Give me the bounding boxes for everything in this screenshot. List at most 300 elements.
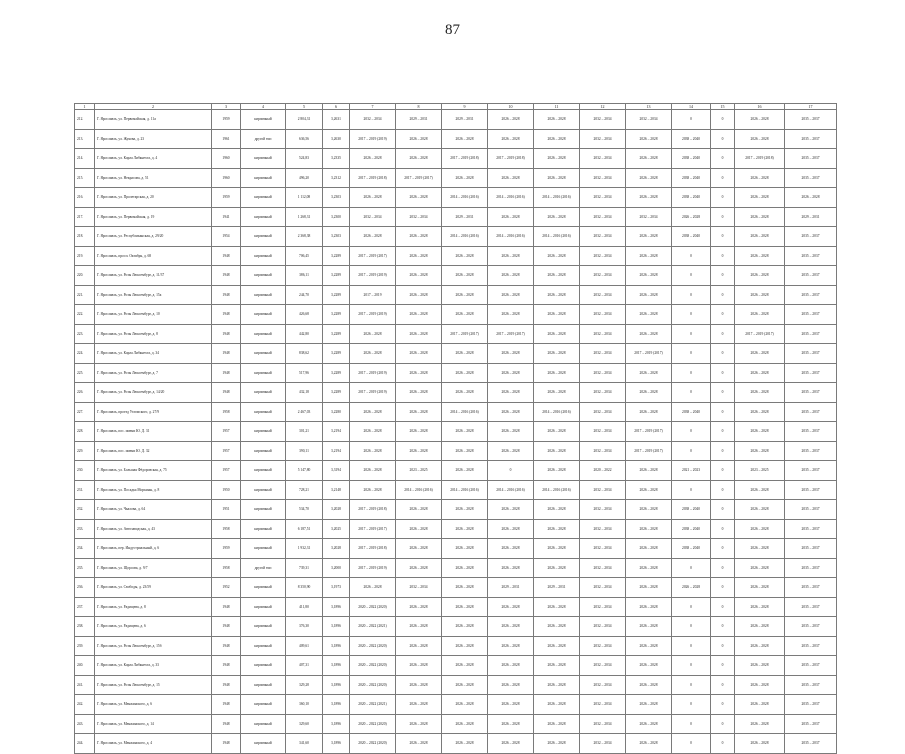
table-cell: 2026 – 2028: [626, 129, 672, 149]
table-cell: 2021 – 2023: [672, 461, 711, 481]
table-cell: 2032 – 2034: [580, 227, 626, 247]
table-cell: 0: [488, 461, 534, 481]
table-row: [75, 246, 837, 266]
table-cell: 2014 – 2016 (2016): [442, 480, 488, 500]
column-number-cell: 7: [350, 104, 396, 110]
table-cell: 2026 – 2028: [442, 636, 488, 656]
table-cell: 2026 – 2028: [534, 597, 580, 617]
table-cell: 3,2289: [323, 383, 350, 403]
table-cell: 496,20: [286, 168, 323, 188]
table-cell: 2017 – 2019 (2019): [350, 129, 396, 149]
table-cell: 2038 – 2040: [672, 129, 711, 149]
table-cell: 2026 – 2028: [488, 695, 534, 715]
table-cell: 376,30: [286, 617, 323, 637]
table-cell: 2026 – 2028: [626, 324, 672, 344]
table-cell: 0: [672, 714, 711, 734]
table-cell: 2032 – 2034: [580, 207, 626, 227]
table-cell: кирпичный: [241, 266, 286, 286]
table-cell: 2026 – 2028: [626, 246, 672, 266]
table-cell: 2020 – 2022 (2020): [350, 714, 396, 734]
row-number-cell: 212.: [75, 110, 95, 130]
table-cell: 2020 – 2022 (2020): [350, 675, 396, 695]
table-row: [75, 675, 837, 695]
table-cell: 2026 – 2028: [534, 558, 580, 578]
column-number-cell: 5: [286, 104, 323, 110]
table-cell: 2035 – 2037: [785, 734, 837, 754]
table-cell: 2026 – 2028: [735, 285, 785, 305]
table-cell: 2026 – 2028: [735, 500, 785, 520]
table-cell: 2026 – 2028: [350, 149, 396, 169]
table-cell: 2032 – 2034: [580, 734, 626, 754]
table-cell: 2026 – 2028: [534, 500, 580, 520]
table-cell: 341,60: [286, 734, 323, 754]
table-cell: 0: [711, 734, 735, 754]
table-cell: 2026 – 2028: [350, 578, 396, 598]
table-cell: 1957: [212, 422, 241, 442]
address-cell: Г. Ярославль, ул. Радищева, д. 8: [95, 597, 212, 617]
table-cell: 2026 – 2028: [488, 441, 534, 461]
table-cell: кирпичный: [241, 188, 286, 208]
table-cell: 2032 – 2034: [580, 480, 626, 500]
table-cell: 2032 – 2034: [580, 656, 626, 676]
table-cell: 2035 – 2037: [785, 519, 837, 539]
table-cell: 2026 – 2028: [735, 734, 785, 754]
table-cell: 2026 – 2028: [350, 402, 396, 422]
table-cell: 2026 – 2028: [534, 344, 580, 364]
table-cell: 524,83: [286, 149, 323, 169]
table-cell: 2026 – 2028: [396, 344, 442, 364]
table-cell: 2 804,31: [286, 110, 323, 130]
table-cell: 0: [711, 168, 735, 188]
table-cell: 2014 – 2016 (2016): [534, 402, 580, 422]
row-number-cell: 230.: [75, 461, 95, 481]
table-cell: 2035 – 2037: [785, 558, 837, 578]
table-cell: 2026 – 2028: [626, 402, 672, 422]
table-cell: 2026 – 2028: [488, 734, 534, 754]
row-number-cell: 215.: [75, 168, 95, 188]
row-number-cell: 227.: [75, 402, 95, 422]
address-cell: Г. Ярославль, ул. Карла Либкнехта, д. 34: [95, 344, 212, 364]
table-cell: 1948: [212, 714, 241, 734]
table-cell: 0: [711, 675, 735, 695]
table-cell: 2032 – 2034: [580, 578, 626, 598]
table-cell: 0: [672, 597, 711, 617]
table-cell: 0: [672, 285, 711, 305]
table-cell: 2026 – 2028: [735, 675, 785, 695]
table-cell: 2026 – 2028: [488, 305, 534, 325]
column-number-cell: 15: [711, 104, 735, 110]
table-cell: 2026 – 2028: [534, 266, 580, 286]
table-cell: 2020 – 2022 (2020): [350, 636, 396, 656]
table-row: [75, 714, 837, 734]
table-cell: 1952: [212, 578, 241, 598]
row-number-cell: 226.: [75, 383, 95, 403]
table-cell: 2035 – 2037: [785, 344, 837, 364]
table-cell: 407,31: [286, 656, 323, 676]
table-cell: 2026 – 2028: [735, 422, 785, 442]
table-cell: 2026 – 2028: [442, 695, 488, 715]
table-cell: 2014 – 2016 (2016): [488, 480, 534, 500]
table-cell: 0: [711, 714, 735, 734]
address-cell: Г. Ярославль, ул. Розы Люксембург, д. 15б: [95, 636, 212, 656]
table-cell: 2026 – 2028: [350, 344, 396, 364]
table-row: [75, 227, 837, 247]
table-cell: 0: [711, 461, 735, 481]
table-cell: 2026 – 2028: [442, 441, 488, 461]
table-cell: 2026 – 2028: [442, 539, 488, 559]
column-number-cell: 12: [580, 104, 626, 110]
table-cell: 2032 – 2034: [396, 207, 442, 227]
table-cell: 3,2289: [323, 246, 350, 266]
table-cell: 2017 – 2019 (2018): [350, 539, 396, 559]
table-cell: 2026 – 2028: [488, 519, 534, 539]
table-row: [75, 305, 837, 325]
table-cell: 2035 – 2037: [785, 149, 837, 169]
table-cell: 3,2289: [323, 324, 350, 344]
table-cell: 0: [672, 324, 711, 344]
table-cell: 3,2289: [323, 266, 350, 286]
table-cell: 2020 – 2022 (2020): [350, 597, 396, 617]
table-cell: кирпичный: [241, 168, 286, 188]
table-cell: 2017 – 2019 (2019): [350, 383, 396, 403]
table-cell: кирпичный: [241, 422, 286, 442]
table-cell: 2026 – 2028: [735, 305, 785, 325]
table-cell: 2026 – 2028: [534, 519, 580, 539]
table-cell: 2032 – 2034: [580, 714, 626, 734]
table-cell: 2026 – 2028: [396, 636, 442, 656]
table-cell: 1948: [212, 246, 241, 266]
table-cell: 1960: [212, 149, 241, 169]
table-cell: 2026 – 2028: [488, 266, 534, 286]
address-cell: Г. Ярославль, ул. Первомайская, д. 11а: [95, 110, 212, 130]
table-cell: 2026 – 2028: [735, 656, 785, 676]
table-cell: 2026 – 2028: [735, 519, 785, 539]
table-cell: 2026 – 2028: [488, 363, 534, 383]
table-cell: 2032 – 2034: [580, 539, 626, 559]
table-row: [75, 383, 837, 403]
table-cell: 2026 – 2028: [488, 675, 534, 695]
table-cell: 3,2289: [323, 305, 350, 325]
table-cell: 2026 – 2028: [488, 246, 534, 266]
table-cell: 1 932,31: [286, 539, 323, 559]
table-row: [75, 558, 837, 578]
table-cell: 2032 – 2034: [580, 149, 626, 169]
table-cell: 0: [672, 305, 711, 325]
table-cell: 0: [711, 207, 735, 227]
table-cell: 2026 – 2028: [350, 461, 396, 481]
table-cell: 2026 – 2028: [396, 324, 442, 344]
table-row: [75, 441, 837, 461]
table-cell: 2026 – 2028: [626, 617, 672, 637]
table-cell: 0: [672, 675, 711, 695]
table-cell: 2032 – 2034: [626, 110, 672, 130]
table-cell: 2032 – 2034: [580, 500, 626, 520]
table-cell: 2035 – 2037: [785, 461, 837, 481]
table-cell: 2026 – 2028: [396, 539, 442, 559]
table-cell: 0: [711, 188, 735, 208]
table-cell: 2026 – 2028: [735, 558, 785, 578]
table-cell: 0: [711, 539, 735, 559]
table-cell: 1948: [212, 266, 241, 286]
table-cell: 3,1896: [323, 636, 350, 656]
row-number-cell: 239.: [75, 636, 95, 656]
table-cell: 1959: [212, 539, 241, 559]
table-cell: 0: [672, 344, 711, 364]
table-cell: 1948: [212, 383, 241, 403]
table-cell: 0: [711, 656, 735, 676]
row-number-cell: 234.: [75, 539, 95, 559]
table-cell: 0: [711, 519, 735, 539]
table-cell: 2035 – 2037: [785, 246, 837, 266]
table-cell: 2017 – 2019 (2017): [350, 519, 396, 539]
table-cell: 2035 – 2037: [785, 597, 837, 617]
table-row: [75, 402, 837, 422]
row-number-cell: 224.: [75, 344, 95, 364]
column-number-cell: 8: [396, 104, 442, 110]
table-cell: 2032 – 2034: [580, 344, 626, 364]
table-cell: 2017 – 2019 (2018): [735, 149, 785, 169]
table-cell: 2026 – 2028: [488, 539, 534, 559]
table-cell: 2017 – 2019: [350, 285, 396, 305]
table-cell: 739,31: [286, 558, 323, 578]
table-cell: 2026 – 2028: [534, 636, 580, 656]
table-cell: 0: [711, 227, 735, 247]
table-cell: 3,2289: [323, 344, 350, 364]
address-cell: Г. Ярославль, ул. Карла Либкнехта, д. 4: [95, 149, 212, 169]
table-cell: 1957: [212, 461, 241, 481]
table-cell: 534,70: [286, 500, 323, 520]
address-cell: Г. Ярославль, пер. Индустриальный, д. 6: [95, 539, 212, 559]
table-cell: 517,96: [286, 363, 323, 383]
table-cell: 2026 – 2028: [626, 305, 672, 325]
address-cell: Г. Ярославль, ул. Карла Либкнехта, д. 33: [95, 656, 212, 676]
table-cell: 2014 – 2016 (2016): [534, 480, 580, 500]
table-cell: 2026 – 2028: [442, 656, 488, 676]
table-cell: 2026 – 2028: [488, 636, 534, 656]
table-cell: 2035 – 2037: [785, 695, 837, 715]
table-cell: кирпичный: [241, 363, 286, 383]
table-cell: 2026 – 2028: [534, 383, 580, 403]
table-cell: 2017 – 2019 (2019): [350, 266, 396, 286]
table-cell: 1948: [212, 305, 241, 325]
table-cell: 1960: [212, 168, 241, 188]
table-cell: 2026 – 2028: [488, 383, 534, 403]
table-cell: 0: [672, 617, 711, 637]
column-number-cell: 11: [534, 104, 580, 110]
table-cell: 2026 – 2028: [350, 324, 396, 344]
table-cell: 2032 – 2034: [580, 617, 626, 637]
table-cell: 0: [711, 597, 735, 617]
table-cell: 2026 – 2028: [396, 500, 442, 520]
table-cell: 2026 – 2028: [442, 344, 488, 364]
table-cell: 2029 – 2031: [534, 578, 580, 598]
table-cell: 2026 – 2028: [735, 597, 785, 617]
table-cell: 1941: [212, 207, 241, 227]
table-cell: 2032 – 2034: [580, 597, 626, 617]
page-number: 87: [445, 22, 460, 38]
table-row: [75, 422, 837, 442]
table-cell: 2014 – 2016 (2016): [488, 188, 534, 208]
table-cell: 2026 – 2028: [626, 188, 672, 208]
table-cell: 2026 – 2028: [626, 149, 672, 169]
row-number-cell: 243.: [75, 714, 95, 734]
table-cell: 2032 – 2034: [580, 246, 626, 266]
table-cell: 3,2303: [323, 227, 350, 247]
table-cell: 2026 – 2028: [442, 246, 488, 266]
table-cell: 2035 – 2037: [785, 266, 837, 286]
table-cell: 2017 – 2019 (2017): [626, 441, 672, 461]
address-cell: Г. Ярославль, ул. Менжинского, д. 14: [95, 714, 212, 734]
table-cell: кирпичный: [241, 383, 286, 403]
table-cell: 2026 – 2028: [534, 305, 580, 325]
table-cell: 3,1896: [323, 656, 350, 676]
column-number-cell: 6: [323, 104, 350, 110]
row-number-cell: 235.: [75, 558, 95, 578]
table-cell: 2026 – 2028: [442, 422, 488, 442]
table-cell: 0: [711, 558, 735, 578]
row-number-cell: 214.: [75, 149, 95, 169]
table-cell: 2026 – 2028: [350, 188, 396, 208]
table-cell: 2026 – 2028: [735, 383, 785, 403]
table-cell: 2032 – 2034: [580, 636, 626, 656]
table-cell: 1948: [212, 344, 241, 364]
table-cell: 329,28: [286, 675, 323, 695]
table-cell: 2026 – 2028: [626, 558, 672, 578]
table-cell: 2026 – 2028: [534, 363, 580, 383]
table-cell: 1948: [212, 285, 241, 305]
table-cell: 2026 – 2028: [735, 636, 785, 656]
table-cell: 2017 – 2019 (2017): [442, 324, 488, 344]
table-row: [75, 617, 837, 637]
table-cell: 3,2025: [323, 519, 350, 539]
table-row: [75, 129, 837, 149]
column-number-cell: 16: [735, 104, 785, 110]
table-cell: 5 147,80: [286, 461, 323, 481]
table-cell: 2032 – 2034: [580, 383, 626, 403]
address-cell: Г. Ярославль, ул. Чкалова, д. 64: [95, 500, 212, 520]
table-cell: 2017 – 2019 (2019): [350, 558, 396, 578]
address-cell: Г. Ярославль, ул. Свободы, д. 23/59: [95, 578, 212, 598]
table-cell: 0: [711, 363, 735, 383]
table-cell: кирпичный: [241, 597, 286, 617]
table-cell: 2026 – 2028: [488, 558, 534, 578]
table-cell: 2026 – 2028: [626, 695, 672, 715]
table-row: [75, 363, 837, 383]
table-cell: 2026 – 2028: [735, 441, 785, 461]
table-row: [75, 110, 837, 130]
table-cell: 2026 – 2028: [396, 597, 442, 617]
table-cell: 2026 – 2028: [442, 266, 488, 286]
table-cell: 2026 – 2028: [396, 695, 442, 715]
table-cell: 442,80: [286, 324, 323, 344]
row-number-cell: 231.: [75, 480, 95, 500]
table-cell: 0: [672, 480, 711, 500]
table-cell: 0: [711, 441, 735, 461]
table-cell: 2035 – 2037: [785, 480, 837, 500]
table-cell: 0: [672, 656, 711, 676]
table-cell: 2035 – 2037: [785, 422, 837, 442]
table-cell: 2026 – 2028: [626, 539, 672, 559]
table-cell: 2026 – 2028: [534, 110, 580, 130]
table-cell: 1948: [212, 324, 241, 344]
table-cell: 2014 – 2016 (2016): [534, 188, 580, 208]
table-cell: 2026 – 2028: [396, 675, 442, 695]
table-cell: 2026 – 2028: [396, 558, 442, 578]
table-cell: 1948: [212, 695, 241, 715]
table-cell: 1958: [212, 558, 241, 578]
table-cell: 2026 – 2028: [626, 461, 672, 481]
table-cell: 3,2335: [323, 149, 350, 169]
table-cell: кирпичный: [241, 324, 286, 344]
table-cell: 728,21: [286, 480, 323, 500]
table-cell: 2026 – 2028: [396, 266, 442, 286]
table-cell: 2017 – 2019 (2017): [735, 324, 785, 344]
table-cell: 2038 – 2040: [672, 402, 711, 422]
table-cell: 2035 – 2037: [785, 675, 837, 695]
table-cell: 2026 – 2028: [534, 695, 580, 715]
row-number-cell: 217.: [75, 207, 95, 227]
table-cell: 2038 – 2040: [672, 227, 711, 247]
table-cell: 1950: [212, 480, 241, 500]
table-cell: 1948: [212, 363, 241, 383]
table-cell: 2026 – 2028: [350, 441, 396, 461]
table-cell: 0: [711, 246, 735, 266]
table-cell: 1948: [212, 656, 241, 676]
table-cell: 2026 – 2028: [534, 129, 580, 149]
table-row: [75, 734, 837, 754]
table-row: [75, 207, 837, 227]
address-cell: Г. Ярославль, ул. Менжинского, д. 6: [95, 695, 212, 715]
row-number-cell: 222.: [75, 305, 95, 325]
table-cell: 2029 – 2031: [396, 110, 442, 130]
column-number-cell: 17: [785, 104, 837, 110]
table-row: [75, 480, 837, 500]
table-cell: 2026 – 2028: [488, 714, 534, 734]
table-cell: 2032 – 2034: [350, 110, 396, 130]
table-cell: 3,2028: [323, 539, 350, 559]
table-row: [75, 695, 837, 715]
table-cell: 411,80: [286, 597, 323, 617]
table-cell: 2026 – 2028: [488, 597, 534, 617]
table-row: [75, 324, 837, 344]
address-cell: Г. Ярославль, просп. Октября, д. 68: [95, 246, 212, 266]
address-cell: Г. Ярославль, ул. Розы Люксембург, д. 8: [95, 324, 212, 344]
row-number-cell: 219.: [75, 246, 95, 266]
table-cell: 2026 – 2028: [396, 714, 442, 734]
row-number-cell: 225.: [75, 363, 95, 383]
table-cell: 2026 – 2028: [626, 480, 672, 500]
table-cell: 2017 – 2019 (2019): [350, 363, 396, 383]
address-cell: Г. Ярославль, пос. имени Ю. Д. 32: [95, 441, 212, 461]
table-cell: 3,2280: [323, 402, 350, 422]
table-cell: 2017 – 2019 (2017): [350, 246, 396, 266]
table-cell: 432,18: [286, 383, 323, 403]
table-cell: 2026 – 2028: [350, 422, 396, 442]
table-cell: 2035 – 2037: [785, 402, 837, 422]
table-cell: 0: [672, 363, 711, 383]
table-cell: 2026 – 2028: [735, 246, 785, 266]
address-cell: Г. Ярославль, проезд Ухтомского, д. 27/9: [95, 402, 212, 422]
table-cell: 3,2000: [323, 558, 350, 578]
table-cell: 2026 – 2028: [396, 227, 442, 247]
address-cell: Г. Ярославль, пос. имени Ю. Д. 31: [95, 422, 212, 442]
table-cell: 3,1896: [323, 714, 350, 734]
table-row: [75, 461, 837, 481]
table-cell: 426,68: [286, 305, 323, 325]
table-cell: 2026 – 2028: [442, 597, 488, 617]
table-row: [75, 500, 837, 520]
table-cell: кирпичный: [241, 344, 286, 364]
